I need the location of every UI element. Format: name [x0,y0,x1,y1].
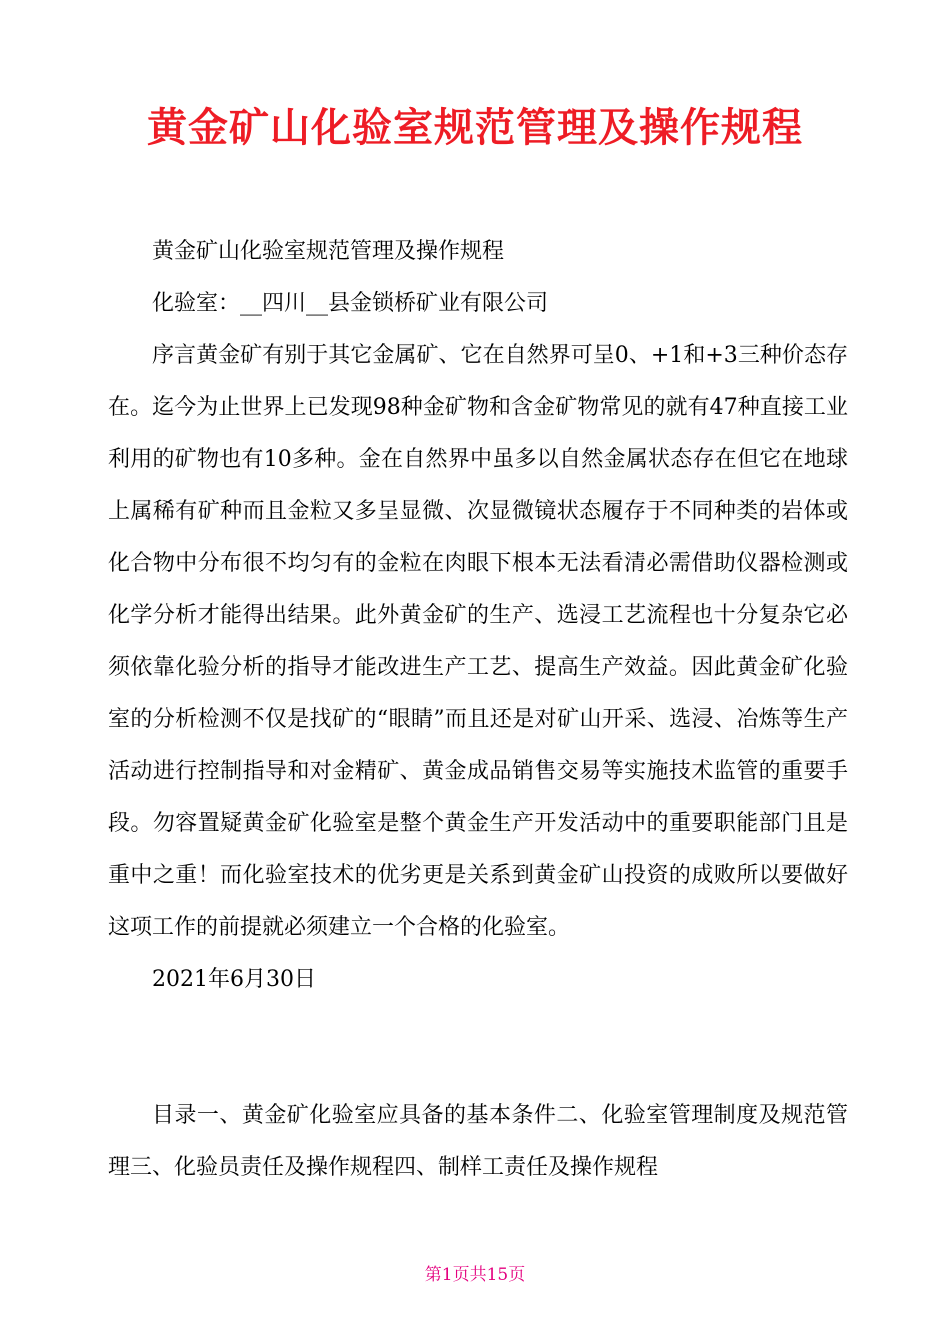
subtitle-line: 黄金矿山化验室规范管理及操作规程 [152,239,505,264]
page-number: 第1页共15页 [424,1265,526,1285]
toc-paragraph: 目录一、黄金矿化验室应具备的基本条件二、化验室管理制度及规范管理三、化验员责任及操作规程四、制样工责任及操作规程 [108,1103,848,1180]
toc-block [108,1090,848,1194]
date-line: 2021年6月30日 [152,967,316,992]
document-body [108,226,848,1006]
document-title: 黄金矿山化验室规范管理及操作规程 [147,105,803,151]
lab-line: 化验室：__四川__县金锁桥矿业有限公司 [152,291,549,316]
preface-paragraph: 序言黄金矿有别于其它金属矿、它在自然界可呈0、+1和+3三种价态存在。迄今为止世界上已发现98种金矿物和含金矿物常见的就有47种直接工业利用的矿物也有10多种。金在自然界中虽多以自然金属状态存在但它在地球上属稀有矿种而且金粒又多呈显微、次显微镜状态履存于不同种类的岩体或化合物中分布很不均匀有的金粒在肉眼下根本无法看清必需借助仪器检测或化学分析才能得出结果。此外黄金矿的生产、选浸工艺流程也十分复杂它必须依靠化验分析的指导才能改进生产工艺、提高生产效益。因此黄金矿化验室的分析检测不仅是找矿的“眼睛”而且还是对矿山开采、选浸、冶炼等生产活动进行控制指导和对金精矿、黄金成品销售交易等实施技术监管的重要手段。勿容置疑黄金矿化验室是整个黄金生产开发活动中的重要职能部门且是重中之重！而化验室技术的优劣更是关系到黄金矿山投资的成败所以要做好这项工作的前提就必须建立一个合格的化验室。 [108,343,848,940]
